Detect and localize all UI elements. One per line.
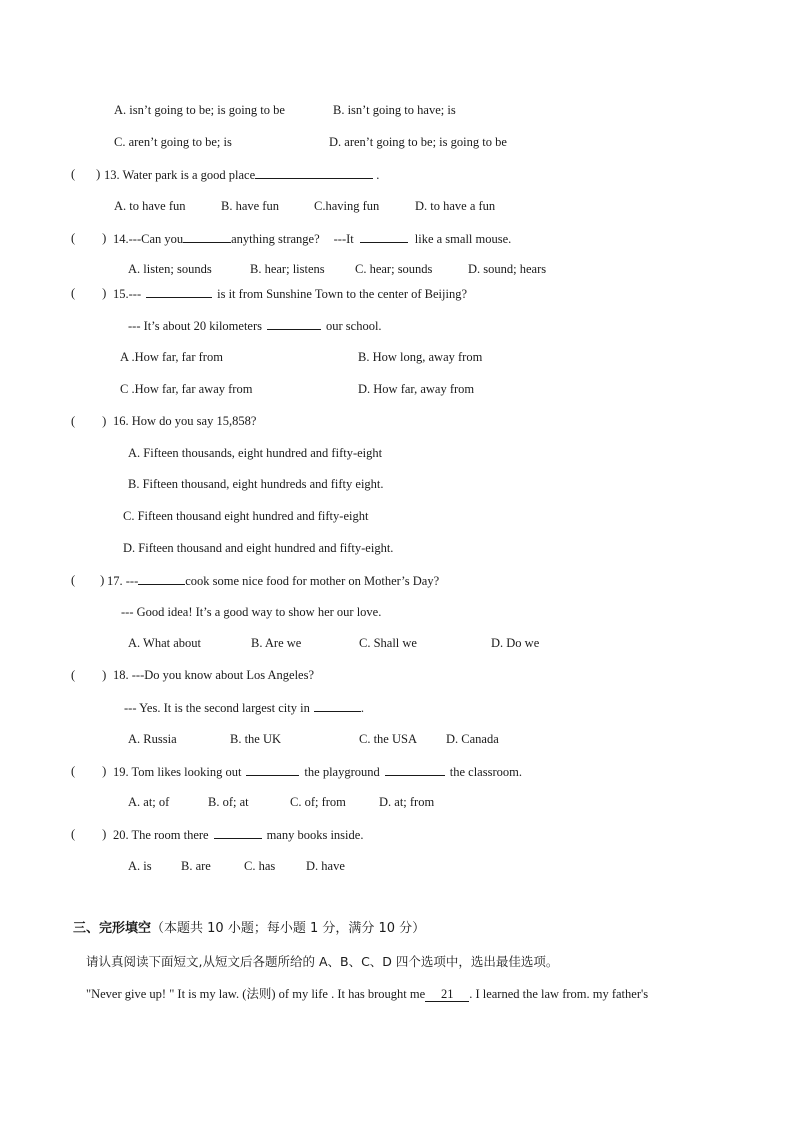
- q14-option-b: B. hear; listens: [250, 262, 325, 276]
- q16-option-d: D. Fifteen thousand and eight hundred and fifty-eight.: [123, 541, 394, 555]
- section3-instruction: 请认真阅读下面短文,从短文后各题所给的 A、B、C、D 四个选项中，选出最佳选项。: [86, 954, 559, 969]
- q17-blank[interactable]: [138, 572, 185, 585]
- q20-answer-paren[interactable]: ( ): [71, 827, 107, 841]
- q19-stem: 19. Tom likes looking out the playground the classroom.: [113, 765, 522, 779]
- q15-blank-1[interactable]: [146, 285, 212, 298]
- q19-option-b: B. of; at: [208, 795, 249, 809]
- q12-option-b: B. isn’t going to have; is: [333, 103, 456, 117]
- q13-answer-paren[interactable]: ( ): [71, 167, 101, 181]
- q20-stem: 20. The room there many books inside.: [113, 828, 364, 842]
- q13-option-d: D. to have a fun: [415, 199, 496, 213]
- q15-answer-paren[interactable]: ( ): [71, 286, 107, 300]
- q15-option-d: D. How far, away from: [358, 382, 475, 396]
- q13-blank[interactable]: [255, 166, 373, 179]
- q17-option-d: D. Do we: [491, 636, 540, 650]
- q18-answer-paren[interactable]: ( ): [71, 668, 107, 682]
- q15-option-b: B. How long, away from: [358, 350, 483, 364]
- q13-option-a: A. to have fun: [114, 199, 186, 213]
- q14-option-a: A. listen; sounds: [128, 262, 212, 276]
- q17-answer-paren[interactable]: ( ): [71, 573, 105, 587]
- q15-blank-2[interactable]: [267, 317, 321, 330]
- q20-option-a: A. is: [128, 859, 152, 873]
- q14-blank-2[interactable]: [360, 230, 408, 243]
- q14-stem: 14.---Can you anything strange? ---It like a small mouse.: [113, 232, 512, 246]
- q18-option-a: A. Russia: [128, 732, 177, 746]
- q19-option-d: D. at; from: [379, 795, 435, 809]
- q16-answer-paren[interactable]: ( ): [71, 414, 107, 428]
- q18-stem: 18. ---Do you know about Los Angeles?: [113, 668, 315, 682]
- q13-option-c: C.having fun: [314, 199, 380, 213]
- q16-stem: 16. How do you say 15,858?: [113, 414, 257, 428]
- q16-option-c: C. Fifteen thousand eight hundred and fifty-eight: [123, 509, 369, 523]
- q17-stem: 17. --- cook some nice food for mother on Mother’s Day?: [107, 574, 440, 588]
- q18-reply: --- Yes. It is the second largest city in .: [124, 701, 364, 715]
- q16-option-a: A. Fifteen thousands, eight hundred and fifty-eight: [128, 446, 383, 460]
- q19-answer-paren[interactable]: ( ): [71, 764, 107, 778]
- q14-option-d: D. sound; hears: [468, 262, 547, 276]
- section3-title: 三、完形填空: [73, 921, 152, 936]
- q15-reply: --- It’s about 20 kilometers our school.: [128, 319, 382, 333]
- q15-option-a: A .How far, far from: [120, 350, 223, 364]
- q17-reply: --- Good idea! It’s a good way to show her our love.: [121, 605, 382, 619]
- q18-option-c: C. the USA: [359, 732, 417, 746]
- q19-option-c: C. of; from: [290, 795, 346, 809]
- q19-blank-2[interactable]: [385, 763, 445, 776]
- q18-option-d: D. Canada: [446, 732, 499, 746]
- q14-answer-paren[interactable]: ( ): [71, 231, 107, 245]
- q12-option-a: A. isn’t going to be; is going to be: [114, 103, 285, 117]
- section3-note: （本题共 10 小题；每小题 1 分，满分 10 分）: [151, 921, 426, 936]
- q20-option-d: D. have: [306, 859, 345, 873]
- q20-option-c: C. has: [244, 859, 276, 873]
- q15-stem: 15.--- is it from Sunshine Town to the center of Beijing?: [113, 287, 468, 301]
- q20-option-b: B. are: [181, 859, 211, 873]
- cloze-blank-21[interactable]: 21: [425, 987, 469, 1002]
- q12-option-d: D. aren’t going to be; is going to be: [329, 135, 507, 149]
- q14-option-c: C. hear; sounds: [355, 262, 433, 276]
- q13-option-b: B. have fun: [221, 199, 279, 213]
- q19-blank-1[interactable]: [246, 763, 299, 776]
- section3-heading: [73, 921, 425, 937]
- cloze-passage-line-1: "Never give up! " It is my law. (法则) of my life . It has brought me 21 . I learned the law from. my father's: [86, 987, 649, 1001]
- q14-blank-1[interactable]: [183, 230, 231, 243]
- q12-option-c: C. aren’t going to be; is: [114, 135, 232, 149]
- q17-option-b: B. Are we: [251, 636, 302, 650]
- q17-option-a: A. What about: [128, 636, 202, 650]
- q17-option-c: C. Shall we: [359, 636, 417, 650]
- q20-blank[interactable]: [214, 826, 262, 839]
- q19-option-a: A. at; of: [128, 795, 170, 809]
- q18-option-b: B. the UK: [230, 732, 282, 746]
- q18-blank[interactable]: [314, 699, 361, 712]
- q15-option-c: C .How far, far away from: [120, 382, 253, 396]
- q16-option-b: B. Fifteen thousand, eight hundreds and fifty eight.: [128, 477, 384, 491]
- q13-stem: 13. Water park is a good place .: [104, 168, 380, 182]
